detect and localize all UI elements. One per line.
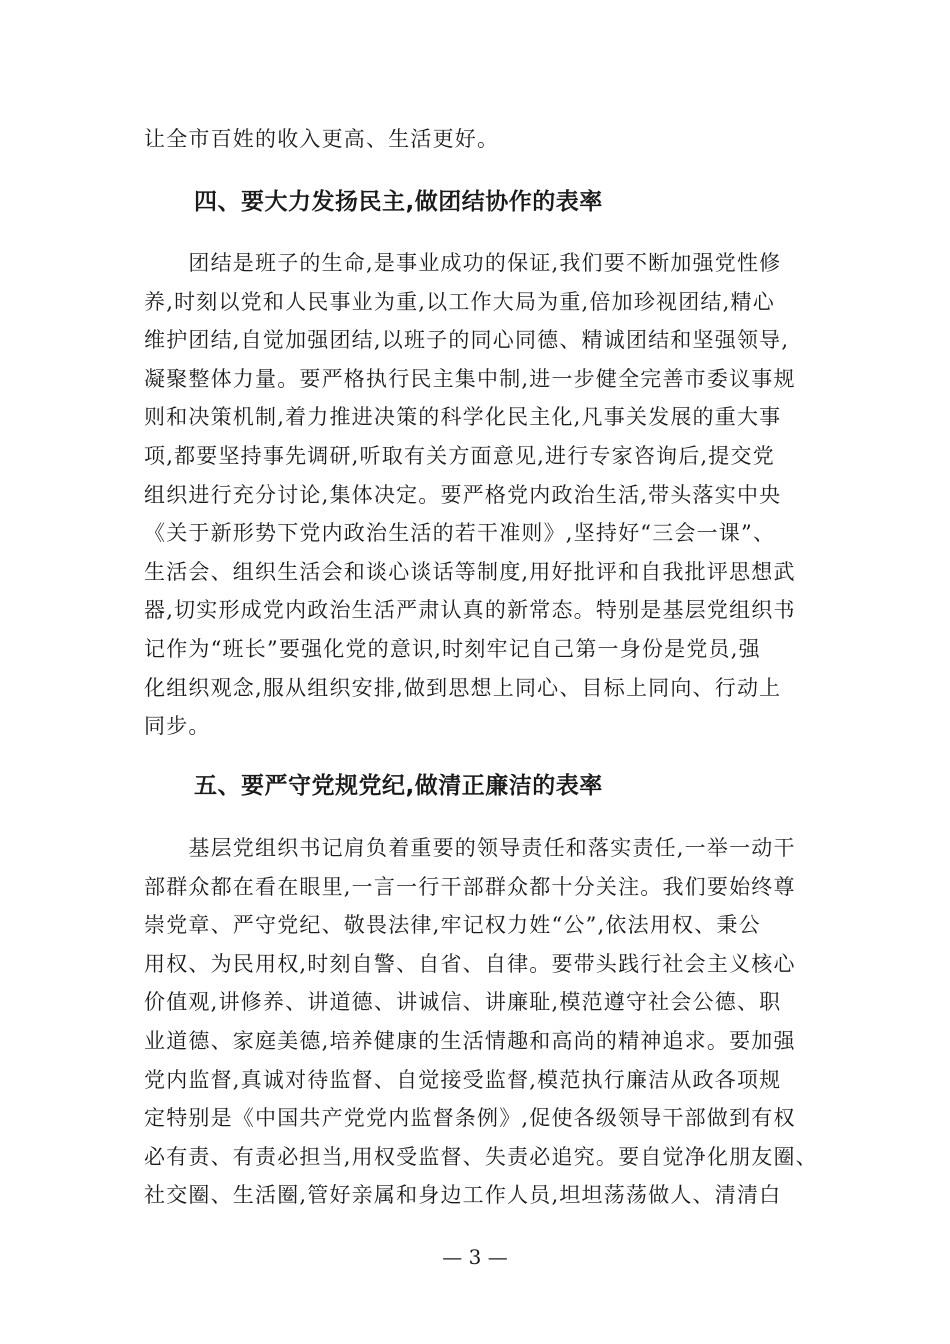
paragraph-line: 社交圈、生活圈,管好亲属和身边工作人员,坦坦荡荡做人、清清白 xyxy=(144,1183,782,1208)
section-4-paragraph xyxy=(144,244,808,746)
paragraph-line: 基层党组织书记肩负着重要的领导责任和落实责任,一举一动干 xyxy=(144,836,796,860)
intro-tail-paragraph xyxy=(144,120,808,159)
paragraph-line: 必有责、有责必担当,用权受监督、失责必追究。要自觉净化朋友圈、 xyxy=(144,1144,818,1169)
paragraph-line: 同步。 xyxy=(144,714,211,739)
paragraph-line: 项,都要坚持事先调研,听取有关方面意见,进行专家咨询后,提交党 xyxy=(144,443,775,468)
section-heading-5: 五、要严守党规党纪,做清正廉洁的表率 xyxy=(194,773,603,799)
paragraph-line: 崇党章、严守党纪、敬畏法律,牢记权力姓“公”,依法用权、秉公 xyxy=(144,913,761,938)
paragraph-line: 生活会、组织生活会和谈心谈话等制度,用好批评和自我批评思想武 xyxy=(144,559,796,584)
section-5-paragraph xyxy=(144,829,818,1215)
paragraph-line: 《关于新形势下党内政治生活的若干准则》,坚持好“三会一课”、 xyxy=(144,521,776,546)
paragraph-line: 团结是班子的生命,是事业成功的保证,我们要不断加强党性修 xyxy=(144,251,782,275)
paragraph-line: 器,切实形成党内政治生活严肃认真的新常态。特别是基层党组织书 xyxy=(144,598,796,623)
section-heading-4: 四、要大力发扬民主,做团结协作的表率 xyxy=(194,189,603,215)
paragraph-line: 则和决策机制,着力推进决策的科学化民主化,凡事关发展的重大事 xyxy=(144,405,782,430)
paragraph-line: 部群众都在看在眼里,一言一行干部群众都十分关注。我们要始终尊 xyxy=(144,874,796,899)
paragraph-line: 党内监督,真诚对待监督、自觉接受监督,模范执行廉洁从政各项规 xyxy=(144,1067,782,1092)
paragraph-line: 组织进行充分讨论,集体决定。要严格党内政治生活,带头落实中央 xyxy=(144,482,782,507)
paragraph-line: 养,时刻以党和人民事业为重,以工作大局为重,倍加珍视团结,精心 xyxy=(144,289,775,314)
paragraph-line: 记作为“班长”要强化党的意识,时刻牢记自己第一身份是党员,强 xyxy=(144,636,761,661)
paragraph-line: 定特别是《中国共产党党内监督条例》,促使各级领导干部做到有权 xyxy=(144,1106,796,1131)
paragraph-line: 维护团结,自觉加强团结,以班子的同心同德、精诚团结和坚强领导, xyxy=(144,328,790,353)
page-number: — 3 — xyxy=(442,1245,508,1269)
paragraph-line: 业道德、家庭美德,培养健康的生活情趣和高尚的精神追求。要加强 xyxy=(144,1028,796,1053)
paragraph-line: 价值观,讲修养、讲道德、讲诚信、讲廉耻,模范遵守社会公德、职 xyxy=(144,990,782,1015)
paragraph-line: 凝聚整体力量。要严格执行民主集中制,进一步健全完善市委议事规 xyxy=(144,366,796,391)
paragraph-line: 用权、为民用权,时刻自警、自省、自律。要带头践行社会主义核心 xyxy=(144,951,796,976)
paragraph-line: 化组织观念,服从组织安排,做到思想上同心、目标上同向、行动上 xyxy=(144,675,782,700)
paragraph-line: 让全市百姓的收入更高、生活更好。 xyxy=(144,127,500,151)
